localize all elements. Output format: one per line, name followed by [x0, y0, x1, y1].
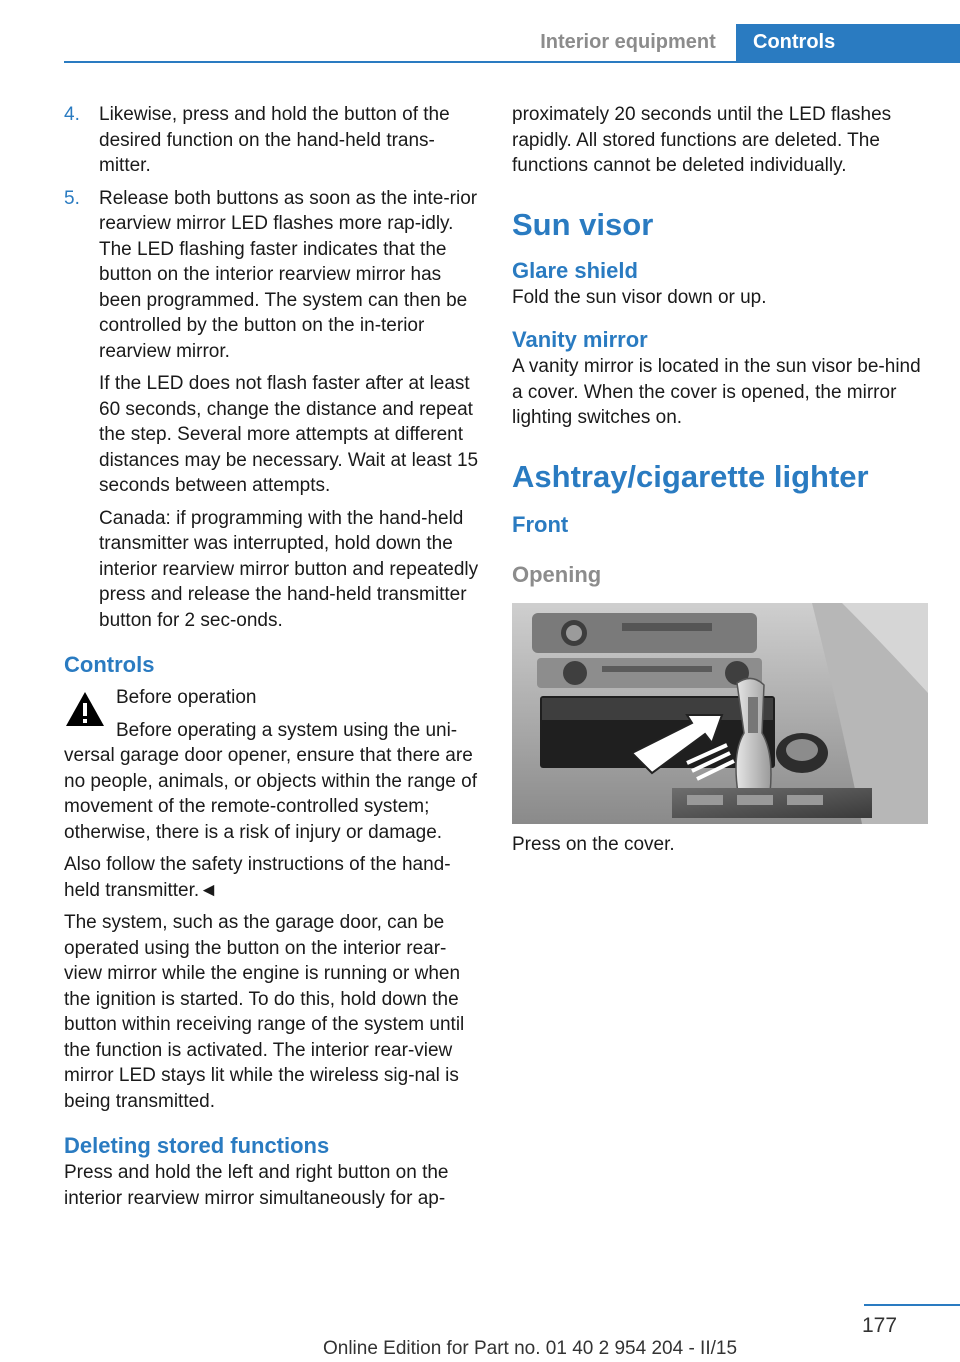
paragraph: proximately 20 seconds until the LED flashes rapidly. All stored functions are deleted. The functions cannot be deleted individually. — [512, 104, 892, 176]
edition-line: Online Edition for Part no. 01 40 2 954 204 - II/15 — [322, 1338, 738, 1359]
paragraph: Also follow the safety instructions of the hand-held transmitter.◄ — [64, 854, 451, 901]
warning-body: Before operating a system using the uni-versal garage door opener, ensure that there are no people, animals, or objects within the range of movement of the remote-controlled system; otherwise, there is a risk of injury or damage. — [64, 719, 477, 843]
subheading-front: Front — [512, 511, 569, 537]
right-column — [512, 102, 928, 864]
subheading-vanity-mirror: Vanity mirror — [512, 327, 648, 352]
paragraph: Canada: if programming with the hand-held transmitter was interrupted, hold down the interior rearview mirror button and repeatedly press and release the hand-held transmitter button for 2 sec-onds. — [99, 507, 479, 631]
section-heading-controls: Controls — [64, 652, 155, 677]
page-number: 177 — [862, 1314, 898, 1337]
list-text: Release both buttons as soon as the inte-rior rearview mirror LED flashes more rap-idly. The LED flashing faster indicates that the button on the interior rearview mirror has been programmed. The system can then be controlled by the button on the in-terior rearview mirror. — [99, 187, 478, 362]
subheading-opening: Opening — [512, 561, 602, 587]
list-item — [64, 102, 482, 179]
section-heading-sun-visor: Sun visor — [512, 206, 654, 242]
footer-rule — [864, 1304, 960, 1306]
paragraph: A vanity mirror is located in the sun visor be-hind a cover. When the cover is opened, the mirror lighting switches on. — [512, 356, 921, 428]
subheading-glare-shield: Glare shield — [512, 257, 638, 283]
section-heading-ashtray: Ashtray/cigarette lighter — [512, 458, 869, 494]
page-header — [0, 24, 960, 64]
list-item — [64, 186, 482, 365]
center-console-photo — [512, 603, 928, 824]
list-text: Likewise, press and hold the button of the desired function on the hand-held trans-mitter. — [99, 104, 450, 176]
photo-caption: Press on the cover. — [512, 833, 675, 855]
paragraph: Fold the sun visor down or up. — [512, 286, 767, 308]
warning-triangle-icon — [64, 688, 106, 730]
list-number: 5. — [64, 187, 80, 209]
section-heading-deleting: Deleting stored functions — [64, 1133, 330, 1158]
list-number: 4. — [64, 104, 80, 125]
warning-block — [64, 685, 482, 845]
header-section-label: Interior equipment — [540, 31, 716, 53]
header-chapter-tab: Controls — [736, 24, 960, 63]
warning-title: Before operation — [116, 687, 257, 708]
header-rule — [64, 61, 960, 63]
paragraph: The system, such as the garage door, can be operated using the button on the interior rear-view mirror while the engine is running or when the ignition is started. To do this, hold down the button within receiving range of the system until the function is activated. The interior rear-view mirror LED stays lit while the wireless sig-nal is being transmitted. — [64, 912, 465, 1112]
paragraph: If the LED does not flash faster after at least 60 seconds, change the distance and repeat the step. Several more attempts at different distances may be necessary. Wait at least 15 seconds between attempts. — [99, 373, 479, 496]
left-column — [64, 102, 482, 1218]
paragraph: Press and hold the left and right button on the interior rearview mirror simultaneously for ap- — [64, 1162, 449, 1209]
